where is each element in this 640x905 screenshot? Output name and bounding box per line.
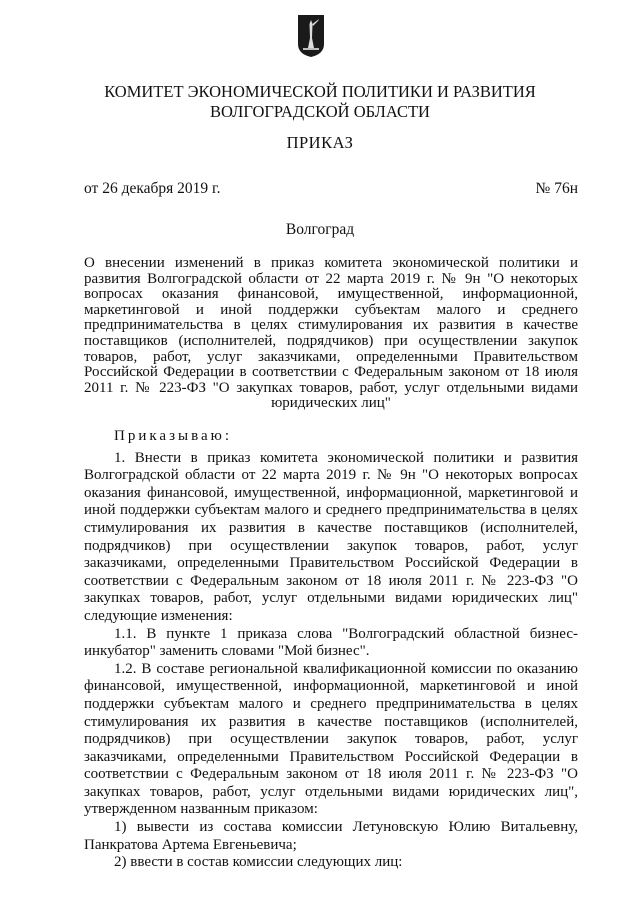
- committee-line-2: ВОЛГОГРАДСКОЙ ОБЛАСТИ: [210, 102, 430, 121]
- coat-of-arms-icon: [297, 14, 325, 58]
- order-word: Приказываю:: [114, 428, 232, 444]
- committee-name: [40, 82, 600, 122]
- document-number: № 76н: [535, 180, 578, 197]
- document-type: ПРИКАЗ: [286, 133, 354, 152]
- document-city: Волгоград: [285, 221, 355, 238]
- list-item-2: 2) ввести в состав комиссии следующих лиц:: [114, 854, 403, 871]
- paragraph-1: 1. Внести в приказ комитета экономической политики и развития Волгоградской области от 22 марта 2019 г. № 9н "О некоторых вопросах оказания финансовой, имущественной, информационной, маркетинговой и иной поддержки субъектам малого и среднего предпринимательства в целях стимулирования их развития в качестве поставщиков (исполнителей, подрядчиков) при осуществлении закупок товаров, работ, услуг заказчиками, определенными Правительством Российской Федерации в соответствии с Федеральным законом от 18 июля 2011 г. № 223-ФЗ "О закупках товаров, работ, услуг отдельными видами юридических лиц" следующие изменения:: [84, 449, 578, 624]
- paragraph-1-1: 1.1. В пункте 1 приказа слова "Волгоградский областной бизнес-инкубатор" заменить словами "Мой бизнес".: [84, 625, 578, 660]
- document-date: от 26 декабря 2019 г.: [84, 180, 221, 197]
- paragraph-1-2: 1.2. В составе региональной квалификационной комиссии по оказанию финансовой, имущественной, информационной, маркетинговой и иной поддержки субъектам малого и среднего предпринимательства в целях стимулирования их развития в качестве поставщиков (исполнителей, подрядчиков) при осуществлении закупок товаров, работ, услуг заказчиками, определенными Правительством Российской Федерации в соответствии с Федеральным законом от 18 июля 2011 г. № 223-ФЗ "О закупках товаров, работ, услуг отдельными видами юридических лиц", утвержденном названным приказом:: [84, 660, 578, 818]
- document-body: [84, 428, 578, 872]
- document-subject: О внесении изменений в приказ комитета экономической политики и развития Волгоградской области от 22 марта 2019 г. № 9н "О некоторых вопросах оказания финансовой, имущественной, информационной, маркетинговой и иной поддержки субъектам малого и среднего предпринимательства в целях стимулирования их развития в качестве поставщиков (исполнителей, подрядчиков) при осуществлении закупок товаров, работ, услуг заказчиками, определенными Правительством Российской Федерации в соответствии с Федеральным законом от 18 июля 2011 г. № 223-ФЗ "О закупках товаров, работ, услуг отдельными видами юридических лиц": [84, 255, 578, 412]
- committee-line-1: КОМИТЕТ ЭКОНОМИЧЕСКОЙ ПОЛИТИКИ И РАЗВИТИЯ: [104, 82, 536, 101]
- list-item-1: 1) вывести из состава комиссии Летуновскую Юлию Витальевну, Панкратова Артема Евгеньевича;: [84, 819, 578, 853]
